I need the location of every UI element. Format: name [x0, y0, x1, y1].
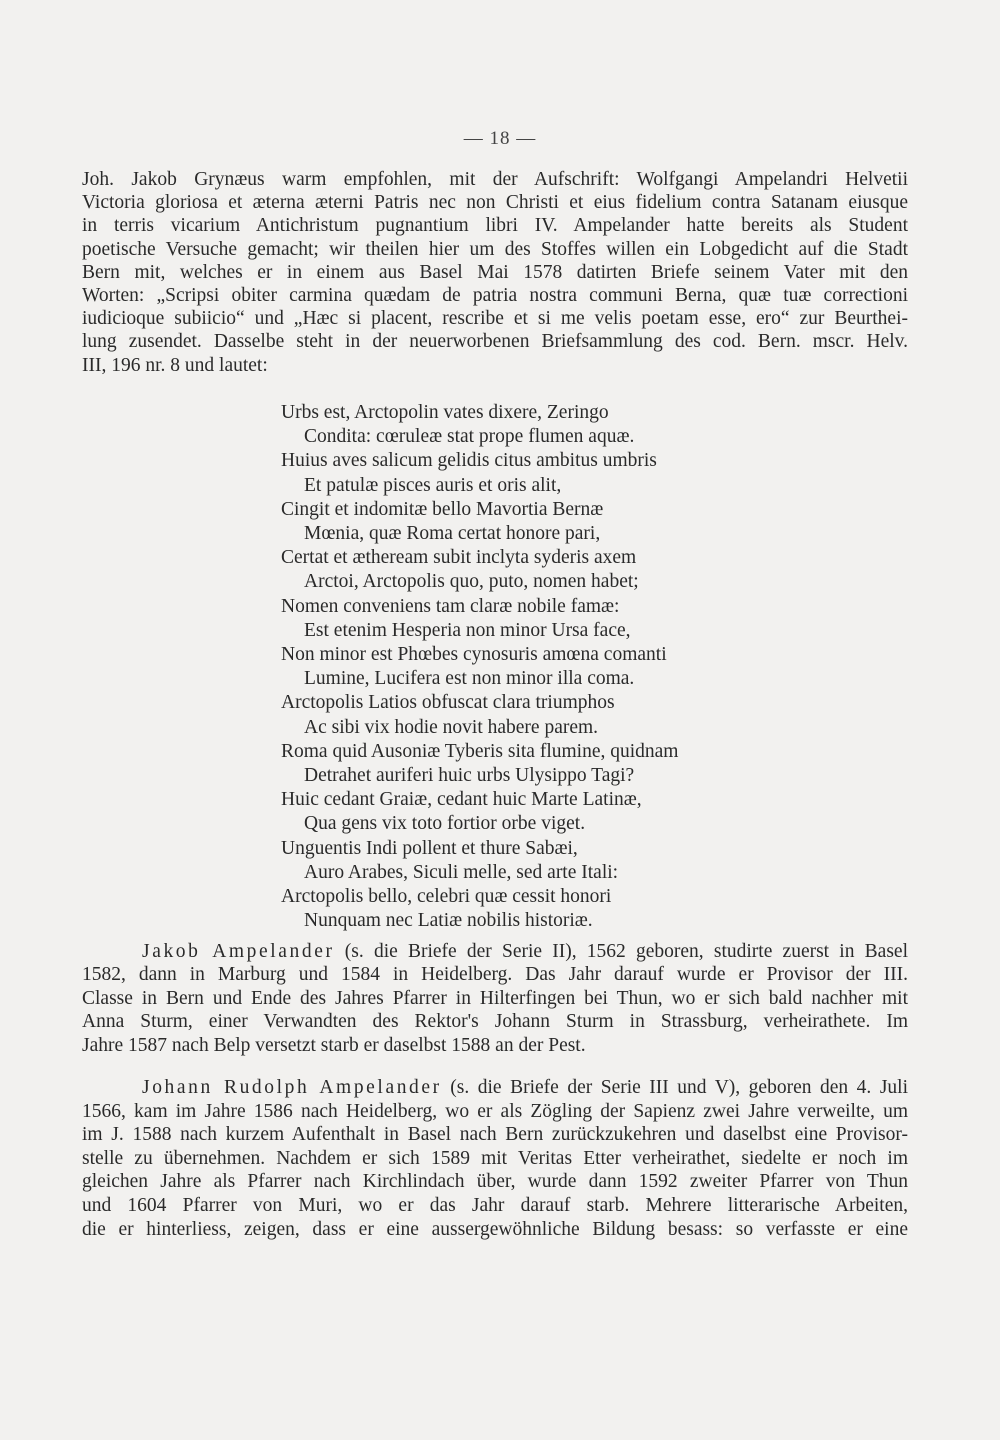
poem-verse: Arctopolis bello, celebri quæ cessit honori [281, 886, 612, 908]
person-name: Johann Rudolph Ampelander [142, 1077, 442, 1098]
poem [281, 401, 741, 933]
poem-verse: Nomen conveniens tam claræ nobile famæ: [281, 595, 620, 617]
poem-verse: Mœnia, quæ Roma certat honore pari, [304, 523, 601, 545]
poem-verse: Qua gens vix toto fortior orbe viget. [304, 813, 586, 835]
paragraph-1-line: Bern mit, welches er in einem aus Basel Mai 1578 datirten Briefe seinem Vater mit den [82, 261, 908, 283]
poem-verse: Detrahet auriferi huic urbs Ulysippo Tagi? [304, 765, 635, 787]
poem-verse: Roma quid Ausoniæ Tyberis sita flumine, quidnam [281, 740, 679, 762]
poem-verse: Et patulæ pisces auris et oris alit, [304, 474, 562, 496]
paragraph-2-line: Anna Sturm, einer Verwandten des Rektor's Johann Sturm in Strassburg, verheirathete. Im [82, 1011, 908, 1033]
poem-verse: Non minor est Phœbes cynosuris amœna comanti [281, 644, 667, 666]
person-name: Jakob Ampelander [142, 941, 335, 962]
poem-verse: Lumine, Lucifera est non minor illa coma. [304, 668, 635, 690]
paragraph-1-line: Victoria gloriosa et æterna æterni Patris nec non Christi et eius fidelium contra Satanam eiusque [82, 192, 908, 214]
paragraph-1-line: Joh. Jakob Grynæus warm empfohlen, mit der Aufschrift: Wolfgangi Ampelandri Helvetii [82, 169, 908, 190]
poem-verse: Arctoi, Arctopolis quo, puto, nomen habet; [304, 571, 639, 593]
poem-verse: Certat et ætheream subit inclyta syderis axem [281, 547, 637, 569]
paragraph-1-line: in terris vicarium Antichristum pugnantium libri IV. Ampelander hatte bereits als Student [82, 215, 908, 237]
page-number: — 18 — [463, 128, 537, 149]
poem-verse: Huius aves salicum gelidis citus ambitus umbris [281, 450, 657, 472]
paragraph-1-line: lung zusendet. Dasselbe steht in der neuerworbenen Briefsammlung des cod. Bern. mscr. Helv. [82, 331, 908, 353]
paragraph-1-line: poetische Versuche gemacht; wir theilen hier um des Stoffes willen ein Lobgedicht auf die Stadt [82, 238, 908, 260]
poem-verse: Nunquam nec Latiæ nobilis historiæ. [304, 910, 593, 932]
paragraph-1-line: iudicioque subiicio“ und „Hæc si placent, rescribe et si me velis poetam esse, ero“ zur Beurthei- [82, 308, 908, 330]
poem-verse: Unguentis Indi pollent et thure Sabæi, [281, 837, 578, 859]
paragraph-1-line: Worten: „Scripsi obiter carmina quædam de patria nostra communi Berna, quæ tuæ correctioni [82, 285, 908, 307]
poem-verse: Auro Arabes, Siculi melle, sed arte Itali: [304, 861, 619, 883]
paragraph-2-line: 1582, dann in Marburg und 1584 in Heidelberg. Das Jahr darauf wurde er Provisor der III. [82, 964, 908, 986]
paragraph-3-line: die er hinterliess, zeigen, dass er eine aussergewöhnliche Bildung besass: so verfasste er eine [82, 1218, 908, 1240]
paragraph-2-text: (s. die Briefe der Serie II), 1562 geboren, studirte zuerst in Basel [334, 941, 908, 962]
poem-verse: Condita: cœruleæ stat prope flumen aquæ. [304, 426, 635, 448]
paragraph-2-line [82, 940, 908, 963]
paragraph-2-line: Jahre 1587 nach Belp versetzt starb er daselbst 1588 an der Pest. [82, 1034, 586, 1056]
poem-verse: Urbs est, Arctopolin vates dixere, Zeringo [281, 402, 609, 423]
poem-verse: Est etenim Hesperia non minor Ursa face, [304, 619, 631, 641]
paragraph-3-line: stelle zu übernehmen. Nachdem er sich 1589 mit Veritas Etter verheirathet, siedelte er noch im [82, 1147, 908, 1169]
paragraph-3-text: (s. die Briefe der Serie III und V), geboren den 4. Juli [441, 1077, 908, 1098]
paragraph-jakob-ampelander [82, 940, 908, 1057]
poem-verse: Huic cedant Graiæ, cedant huic Marte Latinæ, [281, 789, 642, 811]
paragraph-2-line: Classe in Bern und Ende des Jahres Pfarrer in Hilterfingen bei Thun, wo er sich bald nachher mit [82, 987, 908, 1009]
poem-verse: Arctopolis Latios obfuscat clara triumphos [281, 692, 615, 714]
paragraph-1-line: III, 196 nr. 8 und lautet: [82, 354, 268, 376]
paragraph-1 [82, 168, 908, 377]
paragraph-3-line [82, 1076, 908, 1100]
poem-verse: Ac sibi vix hodie novit habere parem. [304, 716, 599, 738]
paragraph-3-line: im J. 1588 nach kurzem Aufenthalt in Basel nach Bern zurückzukehren und daselbst eine Provisor- [82, 1124, 908, 1146]
paragraph-3-line: und 1604 Pfarrer von Muri, wo er das Jahr darauf starb. Mehrere litterarische Arbeiten, [82, 1194, 908, 1216]
poem-verse: Cingit et indomitæ bello Mavortia Bernæ [281, 498, 604, 520]
paragraph-3-line: 1566, kam im Jahre 1586 nach Heidelberg, wo er als Zögling der Sapienz zwei Jahre verweilte, um [82, 1100, 908, 1122]
paragraph-johann-rudolph-ampelander [82, 1076, 908, 1241]
paragraph-3-line: gleichen Jahre als Pfarrer nach Kirchlindach über, wurde dann 1592 zweiter Pfarrer von Thun [82, 1171, 908, 1193]
